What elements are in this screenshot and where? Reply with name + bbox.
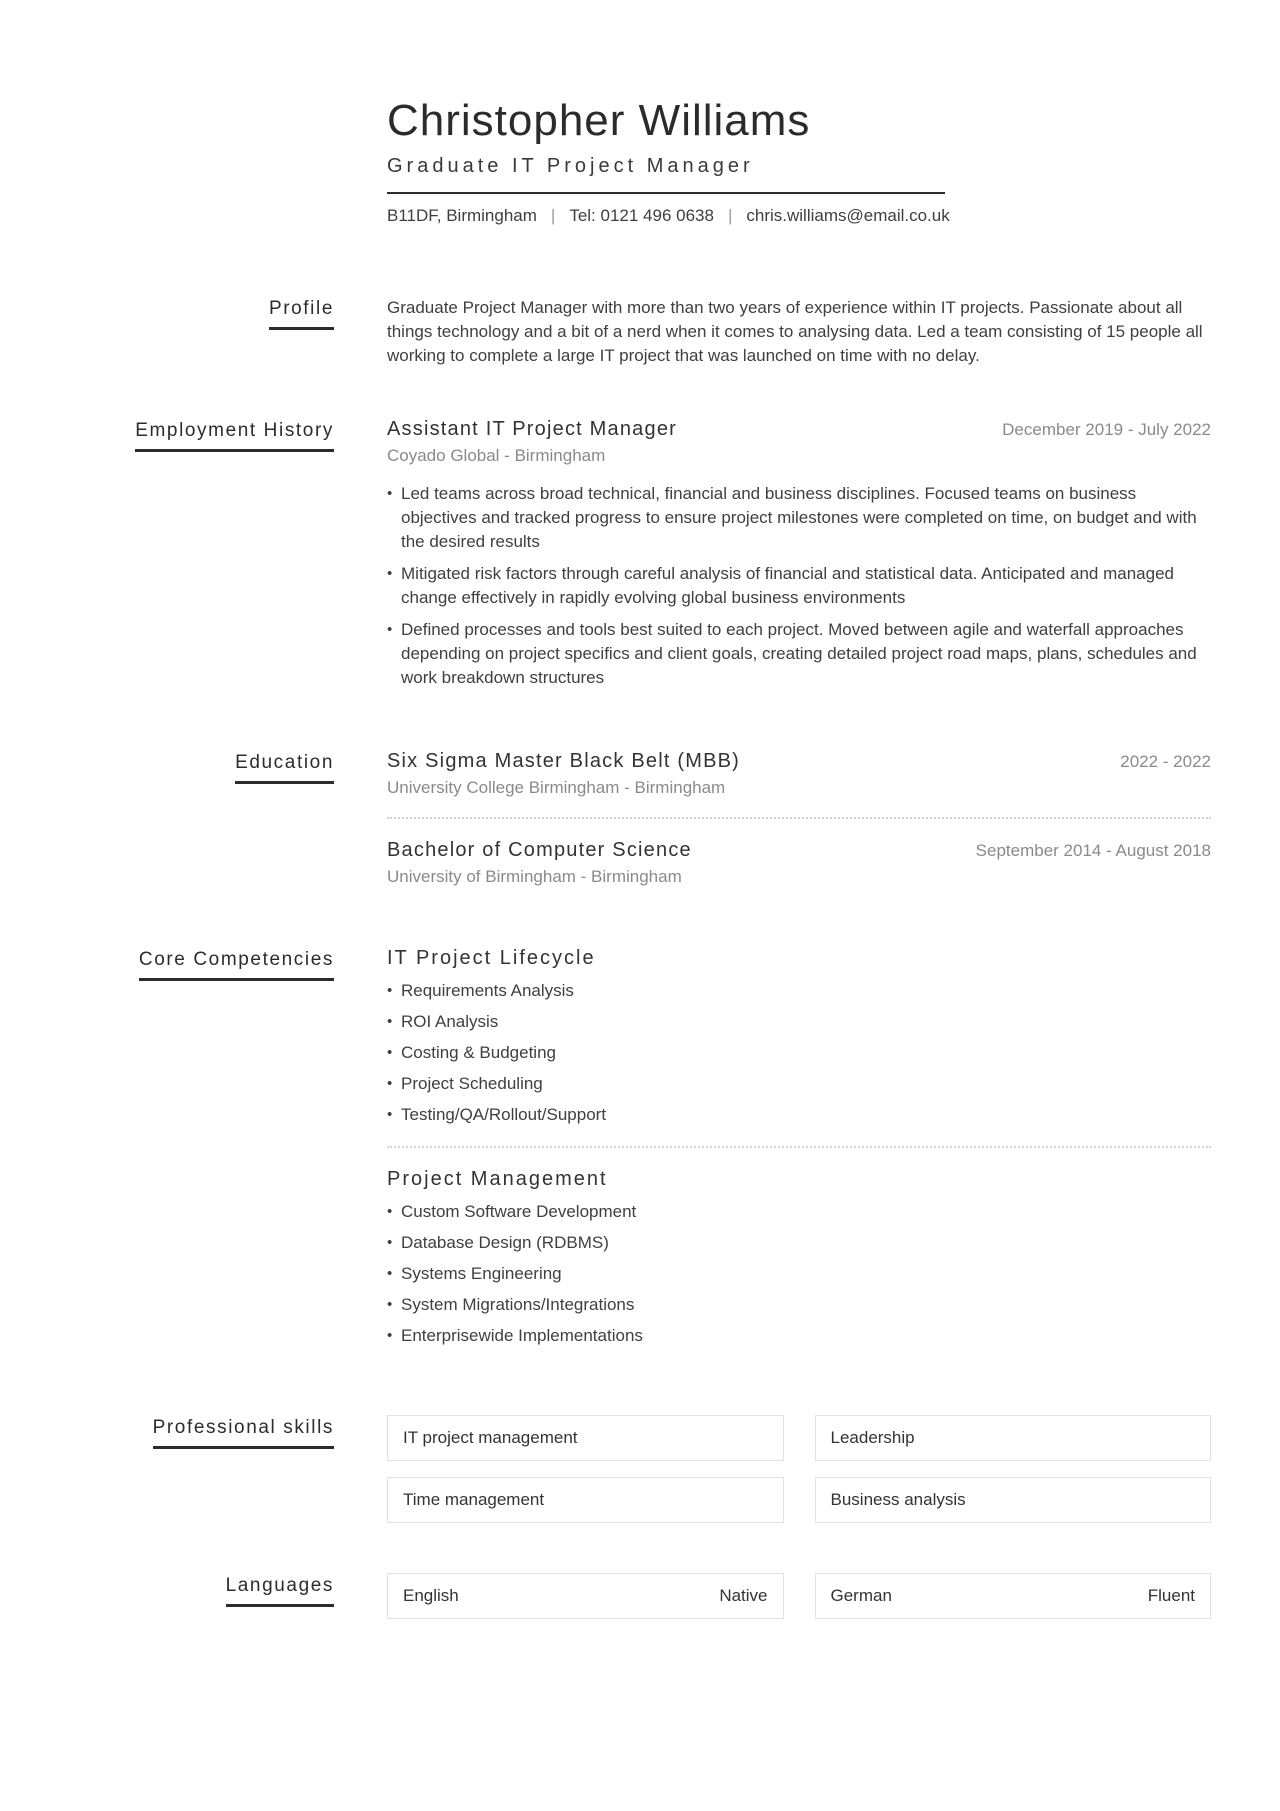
degree-school: University College Birmingham - Birmingham (387, 777, 726, 797)
skill-box: IT project management (387, 1415, 784, 1461)
competency-list (387, 979, 1211, 1127)
competency-item: • Custom Software Development (387, 1200, 1211, 1224)
competency-item: • Systems Engineering (387, 1262, 1211, 1286)
job-bullet: • Led teams across broad technical, financial and business disciplines. Focused teams on business objectives and tracked progress to ensure project milestones were completed on time, on budget and with the desired results (387, 482, 1211, 554)
competency-list (387, 1200, 1211, 1348)
contact-line (387, 206, 1211, 226)
skill-box: Time management (387, 1477, 784, 1523)
competency-item: • ROI Analysis (387, 1010, 1211, 1034)
education-divider (387, 817, 1211, 819)
job-company: Coyado Global - Birmingham (387, 445, 606, 465)
competency-group (387, 1168, 1211, 1348)
section-education (0, 750, 1280, 887)
skill-box: Leadership (815, 1415, 1212, 1461)
degree-dates: 2022 - 2022 (1120, 751, 1211, 771)
contact-email: chris.williams@email.co.uk (746, 205, 950, 225)
job-bullet: • Defined processes and tools best suited to each project. Moved between agile and waterfall approaches depending on project specifics and client goals, creating detailed project road maps, plans, schedules and work breakdown structures (387, 618, 1211, 690)
degree-school: University of Birmingham - Birmingham (387, 866, 682, 886)
person-name: Christopher Williams (387, 96, 811, 145)
header-divider (387, 192, 945, 194)
skills-grid (387, 1415, 1211, 1523)
language-box (387, 1573, 784, 1619)
job-entry (387, 418, 1211, 690)
languages-label: Languages (226, 1575, 334, 1607)
profile-label: Profile (269, 298, 334, 330)
language-box (815, 1573, 1212, 1619)
section-languages (0, 1573, 1280, 1619)
contact-separator: | (550, 205, 556, 225)
competency-item: • Requirements Analysis (387, 979, 1211, 1003)
competency-item: • Enterprisewide Implementations (387, 1324, 1211, 1348)
education-header (387, 750, 1211, 773)
competency-group-title: Project Management (387, 1167, 608, 1190)
job-title: Assistant IT Project Manager (387, 417, 678, 440)
competency-item: • Testing/QA/Rollout/Support (387, 1103, 1211, 1127)
language-level: Fluent (1147, 1585, 1195, 1605)
education-label: Education (235, 752, 334, 784)
competency-item: • System Migrations/Integrations (387, 1293, 1211, 1317)
competencies-label: Core Competencies (139, 949, 334, 981)
education-entries (387, 750, 1211, 887)
degree-title: Bachelor of Computer Science (387, 838, 692, 861)
languages-grid (387, 1573, 1211, 1619)
competency-groups (387, 947, 1211, 1355)
job-bullet-list (387, 482, 1211, 690)
language-name: English (403, 1585, 459, 1605)
competency-group-title: IT Project Lifecycle (387, 946, 596, 969)
degree-dates: September 2014 - August 2018 (975, 840, 1211, 860)
languages-label-cell (0, 1573, 334, 1607)
section-skills (0, 1415, 1280, 1523)
contact-separator: | (727, 205, 733, 225)
employment-label: Employment History (135, 420, 334, 452)
education-entry (387, 750, 1211, 798)
language-name: German (830, 1585, 892, 1605)
competency-item: • Project Scheduling (387, 1072, 1211, 1096)
education-label-cell (0, 750, 334, 784)
section-employment (0, 418, 1280, 690)
section-competencies (0, 947, 1280, 1355)
competencies-divider (387, 1146, 1211, 1148)
competency-group (387, 947, 1211, 1127)
job-dates: December 2019 - July 2022 (1002, 419, 1211, 439)
skill-box: Business analysis (815, 1477, 1212, 1523)
competency-item: • Database Design (RDBMS) (387, 1231, 1211, 1255)
competency-item: • Costing & Budgeting (387, 1041, 1211, 1065)
contact-phone: Tel: 0121 496 0638 (569, 205, 714, 225)
education-header (387, 839, 1211, 862)
profile-label-cell (0, 296, 334, 330)
employment-label-cell (0, 418, 334, 452)
education-entry (387, 839, 1211, 887)
skills-label: Professional skills (153, 1417, 334, 1449)
contact-address: B11DF, Birmingham (387, 205, 537, 225)
profile-text: Graduate Project Manager with more than two years of experience within IT projects. Passionate about all things technology and a bit of a nerd when it comes to analysing data. Led a team consisting of 15 people all working to complete a large IT project that was launched on time with no delay. (387, 297, 1203, 365)
section-profile (0, 296, 1280, 368)
job-header (387, 418, 1211, 441)
skills-label-cell (0, 1415, 334, 1449)
degree-title: Six Sigma Master Black Belt (MBB) (387, 749, 741, 772)
competencies-label-cell (0, 947, 334, 981)
employment-entries (387, 418, 1211, 690)
header (387, 96, 1211, 226)
language-level: Native (719, 1585, 768, 1605)
job-bullet: • Mitigated risk factors through careful analysis of financial and statistical data. Anticipated and managed change effectively in rapidly evolving global business environments (387, 562, 1211, 610)
person-title: Graduate IT Project Manager (387, 154, 754, 177)
